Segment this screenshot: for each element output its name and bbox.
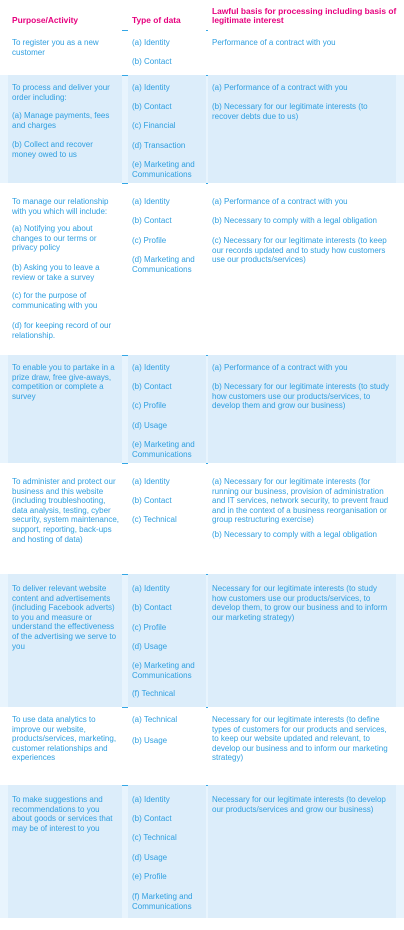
- purpose-paragraph: (a) Manage payments, fees and charges: [12, 111, 110, 130]
- data-type-item: (c) Profile: [132, 236, 167, 245]
- type-of-data-cell: [128, 75, 206, 183]
- table-row: [0, 183, 404, 355]
- purpose-paragraph: (b) Collect and recover money owed to us: [12, 140, 93, 159]
- data-type-item: (e) Profile: [132, 872, 167, 881]
- lawful-basis-cell: [208, 574, 396, 707]
- basis-paragraph: (a) Performance of a contract with you: [212, 197, 348, 206]
- basis-paragraph: Performance of a contract with you: [212, 38, 336, 47]
- data-type-item: (d) Marketing and Communications: [132, 255, 195, 274]
- lawful-basis-cell: [208, 30, 396, 75]
- data-type-item: (b) Usage: [132, 736, 168, 745]
- purpose-paragraph: To process and deliver your order including:: [12, 83, 110, 102]
- header-lawful-basis: Lawful basis for processing including basis of legitimate interest: [212, 6, 397, 25]
- data-type-item: (f) Technical: [132, 689, 175, 698]
- type-of-data-cell: [128, 355, 206, 463]
- type-of-data-cell: [128, 183, 206, 355]
- data-type-item: (a) Identity: [132, 83, 170, 92]
- table-row: [0, 463, 404, 574]
- purpose-cell: [8, 183, 122, 355]
- data-type-item: (a) Technical: [132, 715, 178, 724]
- data-type-item: (d) Usage: [132, 853, 168, 862]
- data-type-item: (c) Technical: [132, 833, 177, 842]
- purpose-paragraph: (a) Notifying you about changes to our terms or privacy policy: [12, 224, 97, 253]
- basis-paragraph: (b) Necessary to comply with a legal obligation: [212, 216, 377, 225]
- data-type-item: (b) Contact: [132, 814, 172, 823]
- table-row: [0, 75, 404, 183]
- type-of-data-cell: [128, 463, 206, 574]
- type-of-data-cell: [128, 574, 206, 707]
- basis-paragraph: (a) Performance of a contract with you: [212, 83, 348, 92]
- purpose-paragraph: (d) for keeping record of our relationship.: [12, 321, 112, 340]
- type-of-data-cell: [128, 707, 206, 785]
- basis-paragraph: Necessary for our legitimate interests (to study how customers use our products/services, to develop them, to grow our business and to inform our marketing strategy): [212, 584, 388, 622]
- data-type-item: (c) Profile: [132, 623, 167, 632]
- type-of-data-cell: [128, 30, 206, 75]
- data-type-item: (e) Marketing and Communications: [132, 661, 195, 680]
- data-type-item: (a) Identity: [132, 795, 170, 804]
- purpose-paragraph: To deliver relevant website content and advertisements (including Facebook adverts) to you and measure or understand the effectiveness of the advertising we serve to you: [12, 584, 117, 651]
- purpose-cell: [8, 707, 122, 785]
- purpose-cell: [8, 30, 122, 75]
- data-type-item: (d) Usage: [132, 421, 168, 430]
- purpose-paragraph: To administer and protect our business and this website (including troubleshooting, data analysis, testing, cyber security, system maintenance, support, reporting, back-ups and hosting of data): [12, 477, 120, 544]
- data-type-item: (e) Marketing and Communications: [132, 160, 195, 179]
- purpose-cell: [8, 463, 122, 574]
- lawful-basis-cell: [208, 707, 396, 785]
- table-row: [0, 785, 404, 918]
- purpose-paragraph: (c) for the purpose of communicating with you: [12, 291, 98, 310]
- purpose-paragraph: To use data analytics to improve our website, products/services, marketing, customer relationships and experiences: [12, 715, 117, 763]
- basis-paragraph: (b) Necessary to comply with a legal obligation: [212, 530, 377, 539]
- lawful-basis-cell: [208, 75, 396, 183]
- purpose-cell: [8, 785, 122, 918]
- basis-paragraph: (c) Necessary for our legitimate interests (to keep our records updated and to study how customers use our products/services): [212, 236, 387, 265]
- lawful-basis-cell: [208, 785, 396, 918]
- purpose-paragraph: (b) Asking you to leave a review or take a survey: [12, 263, 100, 282]
- data-type-item: (a) Identity: [132, 38, 170, 47]
- data-type-item: (b) Contact: [132, 57, 172, 66]
- purpose-cell: [8, 574, 122, 707]
- data-type-item: (b) Contact: [132, 382, 172, 391]
- data-type-item: (f) Marketing and Communications: [132, 892, 193, 911]
- data-type-item: (b) Contact: [132, 496, 172, 505]
- purpose-paragraph: To enable you to partake in a prize draw, free give-aways, competition or complete a survey: [12, 363, 115, 401]
- data-type-item: (a) Identity: [132, 197, 170, 206]
- type-of-data-cell: [128, 785, 206, 918]
- data-type-item: (b) Contact: [132, 102, 172, 111]
- purpose-paragraph: To make suggestions and recommendations to you about goods or services that may be of interest to you: [12, 795, 113, 833]
- data-type-item: (a) Identity: [132, 363, 170, 372]
- data-type-item: (c) Profile: [132, 401, 167, 410]
- data-type-item: (a) Identity: [132, 477, 170, 486]
- lawful-basis-cell: [208, 463, 396, 574]
- table-row: [0, 574, 404, 707]
- header-type-of-data: Type of data: [132, 15, 181, 25]
- basis-paragraph: Necessary for our legitimate interests (to develop our products/services and grow our business): [212, 795, 386, 814]
- lawful-basis-cell: [208, 183, 396, 355]
- data-type-item: (e) Marketing and Communications: [132, 440, 195, 459]
- data-type-item: (a) Identity: [132, 584, 170, 593]
- basis-paragraph: (b) Necessary for our legitimate interests (to recover debts due to us): [212, 102, 368, 121]
- data-type-item: (b) Contact: [132, 216, 172, 225]
- table-row: [0, 355, 404, 463]
- purpose-paragraph: To register you as a new customer: [12, 38, 99, 57]
- purpose-cell: [8, 75, 122, 183]
- data-type-item: (c) Technical: [132, 515, 177, 524]
- table-row: [0, 707, 404, 785]
- lawful-basis-cell: [208, 355, 396, 463]
- table-header: [0, 0, 404, 30]
- purpose-cell: [8, 355, 122, 463]
- header-purpose: Purpose/Activity: [12, 15, 79, 25]
- data-type-item: (d) Usage: [132, 642, 168, 651]
- basis-paragraph: (a) Performance of a contract with you: [212, 363, 348, 372]
- purpose-paragraph: To manage our relationship with you which will include:: [12, 197, 109, 216]
- data-type-item: (b) Contact: [132, 603, 172, 612]
- basis-paragraph: Necessary for our legitimate interests (to define types of customers for our products and services, to keep our website updated and relevant, to develop our business and to inform our marketing strategy): [212, 715, 388, 763]
- basis-paragraph: (b) Necessary for our legitimate interests (to study how customers use our products/services, to develop them and grow our business): [212, 382, 389, 411]
- data-type-item: (d) Transaction: [132, 141, 186, 150]
- data-type-item: (c) Financial: [132, 121, 176, 130]
- table-row: [0, 30, 404, 75]
- basis-paragraph: (a) Necessary for our legitimate interests (for running our business, provision of administration and IT services, network security, to prevent fraud and in the context of a business reorganisation or group restructuring exercise): [212, 477, 389, 525]
